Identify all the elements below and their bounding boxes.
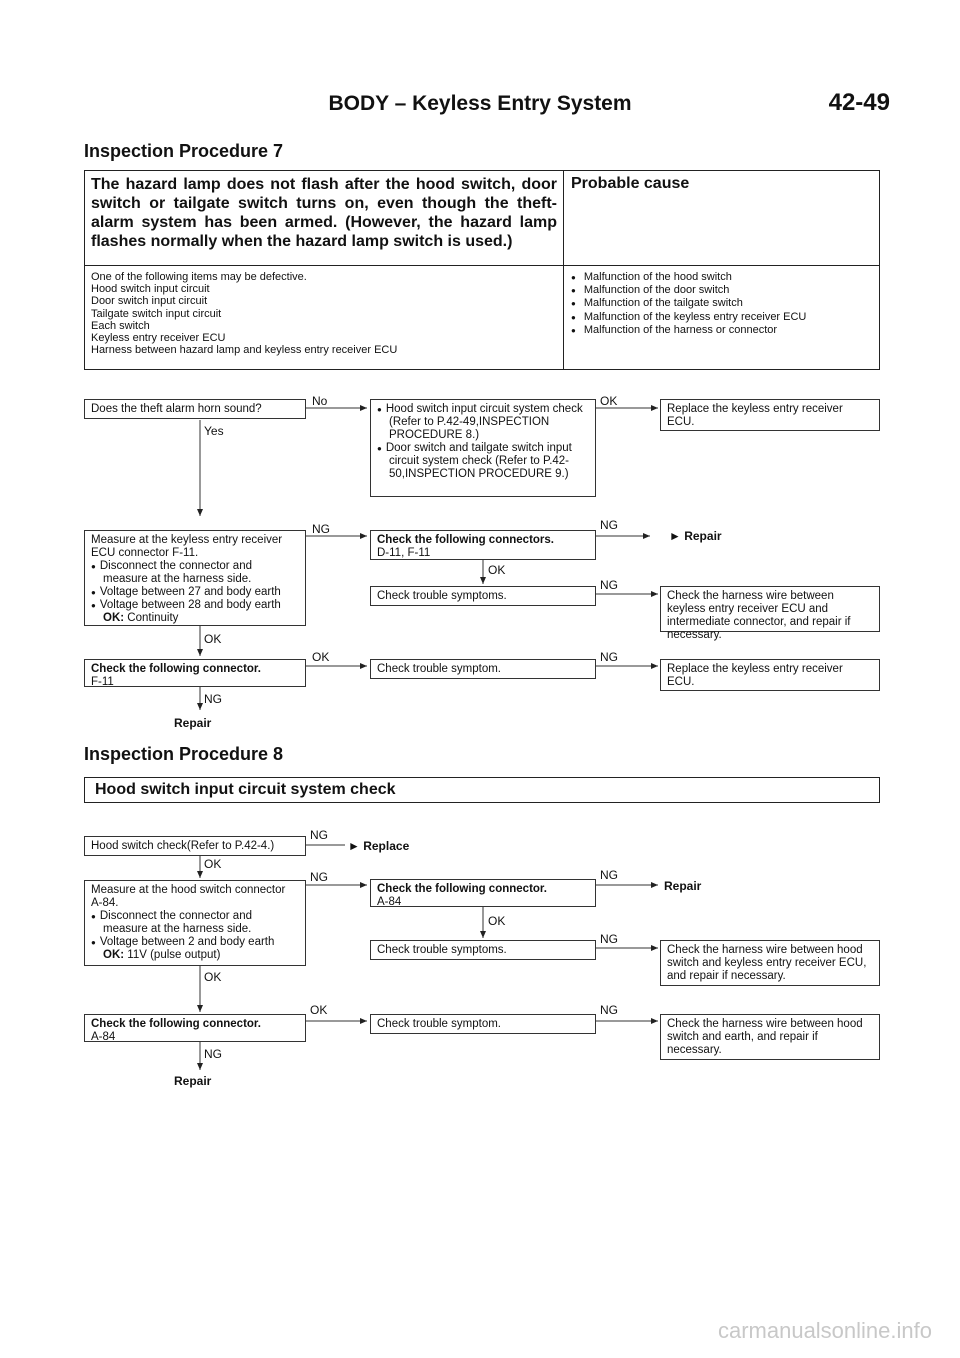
replace-ecu-box-2 [660, 659, 880, 691]
action-text: Check trouble symptoms. [377, 944, 507, 956]
list-item: ● Voltage between 27 and body earth [91, 586, 299, 599]
flow-label-ok: OK [488, 563, 506, 577]
measure-list [91, 560, 299, 612]
list-item: Each switch [91, 319, 150, 332]
repair-text: Repair [174, 1074, 212, 1088]
flow-label-ng: NG [204, 1047, 222, 1061]
section-heading-proc8: Inspection Procedure 8 [84, 744, 284, 764]
connector-title: Check the following connector. [91, 1018, 261, 1030]
flow-label-ng: NG [310, 870, 328, 884]
flow-label-ok: OK [600, 394, 618, 408]
list-item: ● Disconnect the connector and measure at the harness side. [91, 910, 299, 936]
list-item: Tailgate switch input circuit [91, 307, 222, 320]
procedure-title: Hood switch input circuit system check [95, 781, 396, 798]
measure-ecu-box [84, 530, 306, 626]
list-item: One of the following items may be defective. [91, 271, 307, 283]
flow-label-ng: NG [600, 868, 618, 882]
problem-description: The hazard lamp does not flash after the hood switch, door switch or tailgate switch turns on, even though the theft-alarm system has been armed. (However, the hazard lamp flashes normally when the hazard lamp switch is used.) [91, 176, 557, 250]
action-text: Check the harness wire between hood switch and keyless entry receiver ECU, and repair if necessary. [667, 944, 867, 982]
action-text: Hood switch check(Refer to P.42-4.) [91, 840, 275, 852]
flow-label-ng: NG [600, 650, 618, 664]
flow-label-ok: OK [310, 1003, 328, 1017]
measure-title: Measure at the hood switch connector A-84. [91, 884, 286, 909]
check-list [377, 403, 589, 481]
trouble-symptoms-box [370, 586, 596, 606]
page-header-title: BODY – Keyless Entry System [328, 92, 632, 115]
action-text: Replace the keyless entry receiver ECU. [667, 403, 843, 428]
ok-label: OK: [103, 612, 125, 624]
flow-label-ng: NG [600, 578, 618, 592]
check-connector-box [84, 659, 306, 687]
flow-label-ok: OK [488, 914, 506, 928]
flow-label-no: No [312, 394, 328, 408]
action-text: Check trouble symptom. [377, 1018, 501, 1030]
list-item: ● Malfunction of the tailgate switch [571, 297, 806, 310]
list-item: Hood switch input circuit [91, 283, 210, 296]
list-item: ● Malfunction of the hood switch [571, 271, 806, 284]
input-circuit-check-box [370, 399, 596, 497]
repair-text: ► Repair [669, 529, 722, 543]
watermark-text: carmanualsonline.info [717, 1318, 932, 1343]
measure-ok-line [91, 949, 299, 962]
flow-label-ng: NG [600, 1003, 618, 1017]
question-horn-box [84, 399, 306, 419]
measure-hood-connector-box [84, 880, 306, 966]
section-heading-proc7: Inspection Procedure 7 [84, 141, 284, 161]
page-number: 42-49 [828, 89, 890, 116]
trouble-symptoms-box [370, 940, 596, 960]
question-text: Does the theft alarm horn sound? [91, 403, 262, 415]
flow-label-ng: NG [310, 828, 328, 842]
action-text: Check trouble symptom. [377, 663, 501, 675]
list-item: Harness between hazard lamp and keyless entry receiver ECU [91, 344, 398, 357]
check-connectors-box [370, 530, 596, 560]
replace-text: ► Replace [348, 839, 410, 853]
trouble-symptom-box [370, 1014, 596, 1034]
connector-id: A-84 [91, 1031, 116, 1043]
connector-title: Check the following connector. [377, 883, 547, 895]
check-connector-box-2 [84, 1014, 306, 1042]
flow-label-ok: OK [204, 970, 222, 984]
connector-title: Check the following connector. [91, 663, 261, 675]
replace-label: Replace [363, 839, 410, 853]
ok-label: OK: [103, 949, 125, 961]
connectors-title: Check the following connectors. [377, 534, 554, 546]
flow-label-ng: NG [600, 518, 618, 532]
hood-switch-check-box [84, 836, 306, 856]
action-text: Check the harness wire between hood switch and earth, and repair if necessary. [667, 1018, 863, 1056]
repair-label: Repair [684, 529, 722, 543]
flow-label-ng: NG [600, 932, 618, 946]
measure-ok-line [91, 612, 299, 625]
repair-text [664, 879, 701, 893]
action-text: Check the harness wire between keyless entry receiver ECU and intermediate connector, and repair if necessary. [667, 590, 851, 641]
list-item: Door switch input circuit [91, 295, 208, 308]
list-item: ● Door switch and tailgate switch input circuit system check (Refer to P.42-50,INSPECTION PROCEDURE 9.) [377, 442, 589, 481]
probable-cause-title: Probable cause [571, 175, 690, 192]
check-harness-box [660, 940, 880, 986]
procedure-title-box [84, 777, 880, 803]
flow-label-yes: Yes [204, 424, 224, 438]
list-item: ● Malfunction of the door switch [571, 284, 806, 297]
list-item: ● Disconnect the connector and measure at the harness side. [91, 560, 299, 586]
list-item: ● Hood switch input circuit system check (Refer to P.42-49,INSPECTION PROCEDURE 8.) [377, 403, 589, 442]
replace-ecu-box [660, 399, 880, 431]
repair-text: Repair [174, 716, 212, 730]
check-harness-box-2 [660, 1014, 880, 1060]
repair-label: Repair [664, 879, 702, 893]
ok-value: 11V (pulse output) [127, 949, 221, 961]
list-item: ● Voltage between 28 and body earth [91, 599, 299, 612]
ok-value: Continuity [127, 612, 179, 624]
flow-label-ng: NG [204, 692, 222, 706]
list-item: ● Malfunction of the harness or connector [571, 324, 806, 337]
action-text: Check trouble symptoms. [377, 590, 507, 602]
measure-list [91, 910, 299, 949]
list-item: ● Voltage between 2 and body earth [91, 936, 299, 949]
check-harness-box [660, 586, 880, 641]
connector-id: A-84 [377, 896, 402, 908]
list-item: Keyless entry receiver ECU [91, 332, 226, 345]
flow-label-ok: OK [204, 632, 222, 646]
list-item: ● Malfunction of the keyless entry receiver ECU [571, 311, 806, 324]
connector-id: F-11 [91, 676, 114, 688]
flow-label-ok: OK [204, 857, 222, 871]
flow-label-ok: OK [312, 650, 330, 664]
trouble-symptom-box [370, 659, 596, 679]
flow-label-ng: NG [312, 522, 330, 536]
check-connector-box [370, 879, 596, 907]
measure-title: Measure at the keyless entry receiver ECU connector F-11. [91, 534, 283, 559]
action-text: Replace the keyless entry receiver ECU. [667, 663, 843, 688]
connectors-ids: D-11, F-11 [377, 547, 431, 559]
